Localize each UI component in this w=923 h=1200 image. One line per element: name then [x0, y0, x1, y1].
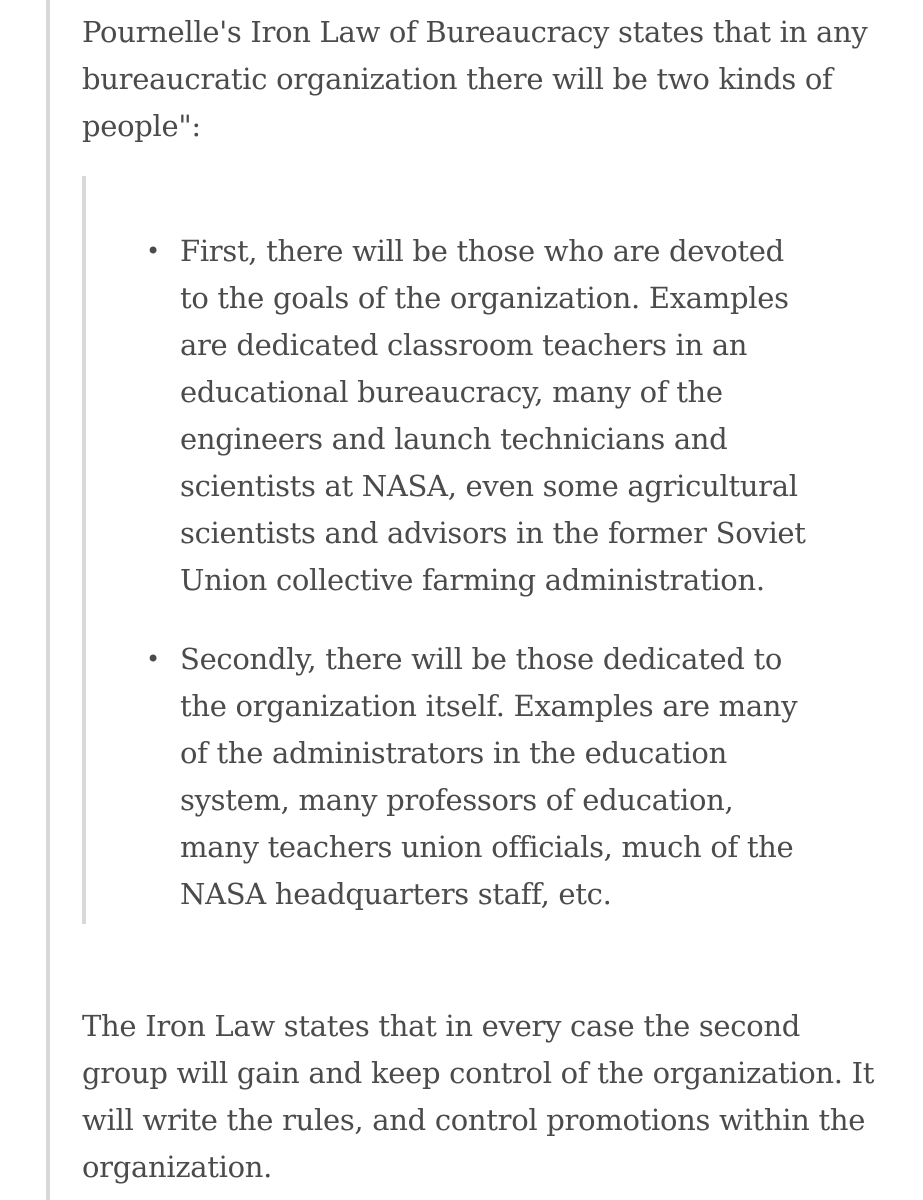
bullet-dot-icon: •	[146, 237, 160, 265]
list-item-text: Secondly, there will be those dedicated to the organization itself. Examples are many of the administrators in the education system, many professors of education, many teachers union officials, much of the NASA headquarters staff, etc.	[180, 642, 798, 911]
outer-quote-rule	[46, 0, 50, 1200]
nested-blockquote	[82, 176, 842, 924]
intro-paragraph: Pournelle's Iron Law of Bureaucracy states that in any bureaucratic organization there will be two kinds of people":	[82, 15, 868, 143]
conclusion-paragraph: The Iron Law states that in every case the second group will gain and keep control of the organization. It will write the rules, and control promotions within the organization.	[82, 1009, 875, 1184]
list-item	[82, 636, 820, 918]
bullet-dot-icon: •	[146, 645, 160, 673]
bullet-list	[82, 228, 820, 950]
list-item	[82, 228, 820, 604]
list-item-text: First, there will be those who are devoted to the goals of the organization. Examples are dedicated classroom teachers in an educational bureaucracy, many of the engineers and launch technicians and scientists at NASA, even some agricultural scientists and advisors in the former Soviet Union collective farming administration.	[180, 234, 806, 597]
